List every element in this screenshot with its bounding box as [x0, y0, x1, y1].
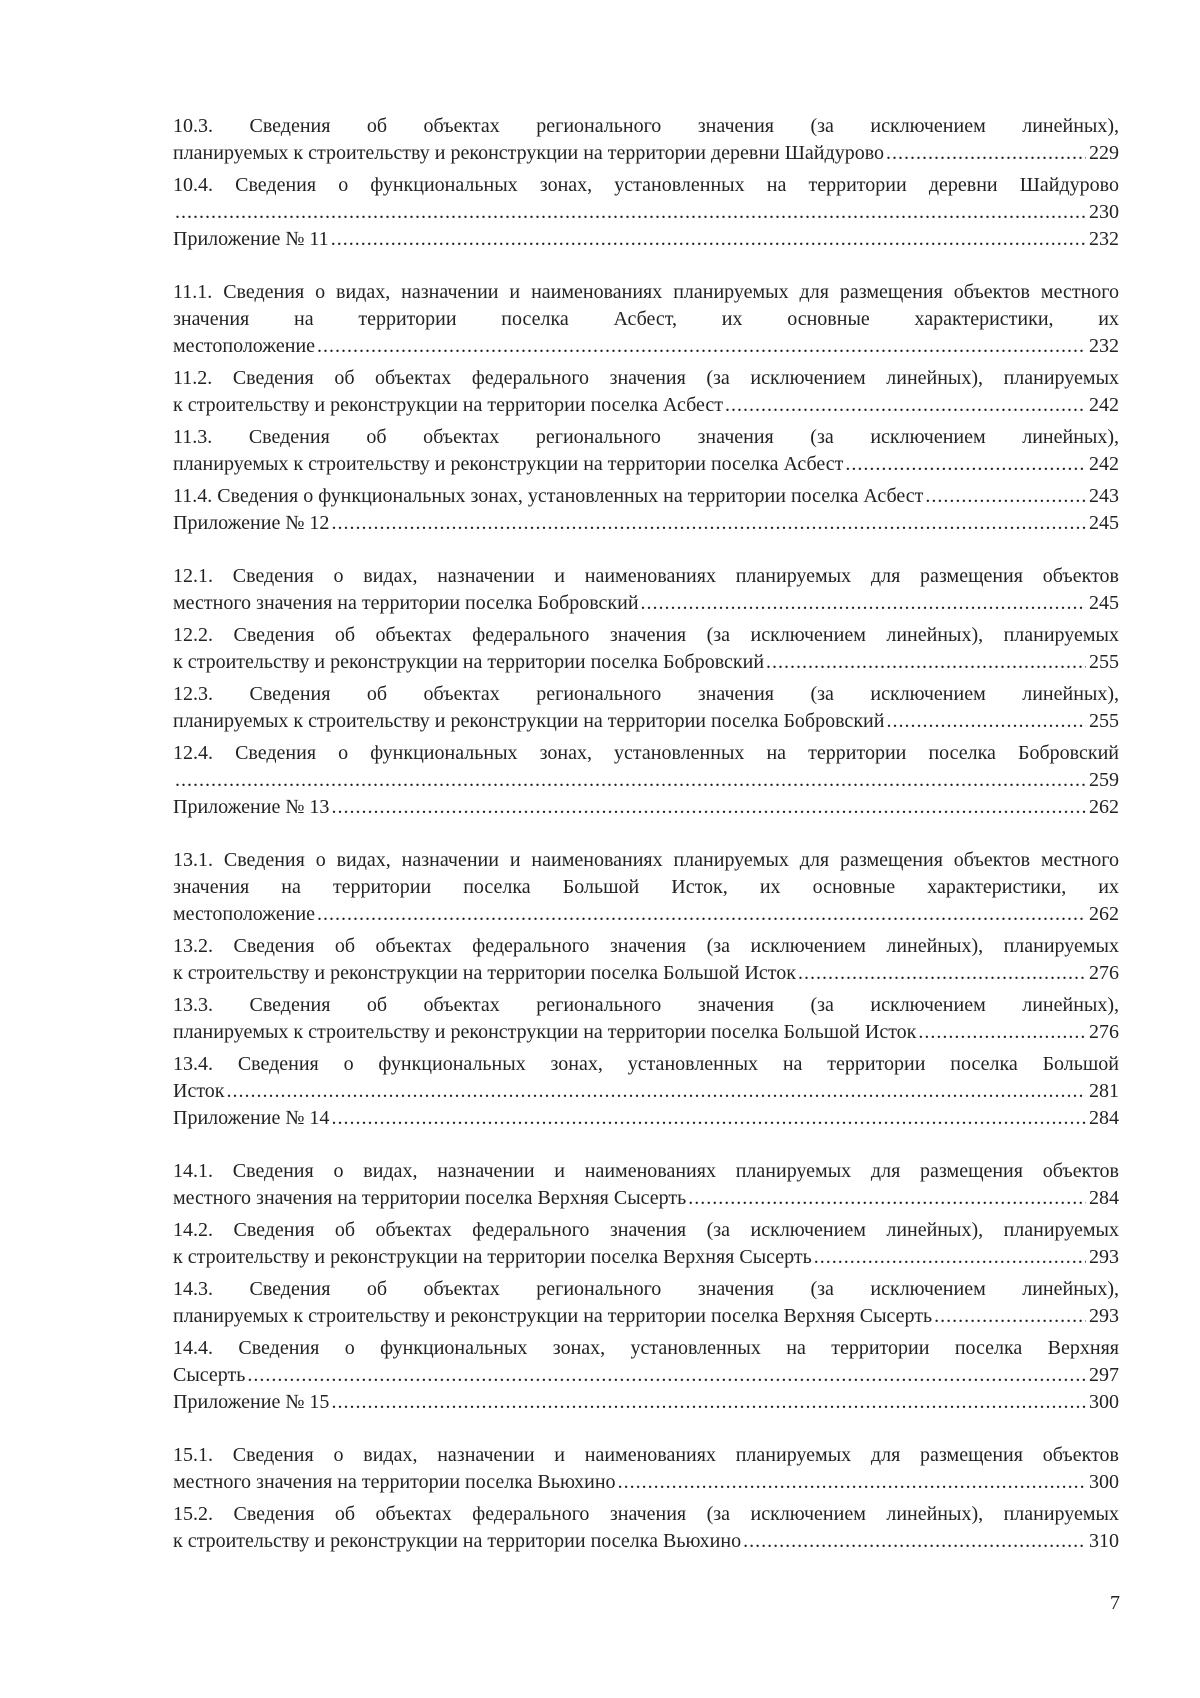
toc-page-number: 255	[1089, 710, 1119, 732]
dot-leader	[331, 226, 1086, 253]
toc-page-number: 230	[1089, 201, 1119, 223]
toc-entry-text-end: планируемых к строительству и реконструкции на территории поселка Большой Исток	[173, 1021, 917, 1043]
toc-page-number: 242	[1089, 453, 1119, 475]
toc-entry-text-end: местного значения на территории поселка Вьюхино	[173, 1471, 616, 1493]
toc-page-number: 297	[1089, 1364, 1119, 1386]
toc-entry[interactable]	[173, 1335, 1119, 1389]
table-of-contents	[173, 113, 1119, 1560]
toc-entry[interactable]	[173, 172, 1119, 226]
toc-page-number: 276	[1089, 962, 1119, 984]
toc-appendix-entry[interactable]	[173, 1389, 1119, 1416]
toc-page-number: 310	[1089, 1530, 1119, 1552]
toc-entry-text-end: Приложение № 13	[173, 796, 330, 818]
dot-leader	[175, 767, 1086, 794]
toc-appendix-entry[interactable]	[173, 510, 1119, 537]
dot-leader	[641, 590, 1086, 617]
page-footer-number: 7	[1110, 1592, 1120, 1614]
dot-leader	[766, 649, 1086, 676]
toc-entry-text-end: 11.4. Сведения о функциональных зонах, установленных на территории поселка Асбест	[173, 485, 924, 507]
toc-page-number: 242	[1089, 394, 1119, 416]
toc-page-number: 293	[1089, 1246, 1119, 1268]
dot-leader	[814, 1244, 1086, 1271]
toc-entry-text-end: Приложение № 11	[173, 228, 329, 250]
toc-entry-text: 13.3. Сведения об объектах регионального значения (за исключением линейных),	[173, 994, 1119, 1016]
toc-entry-text: 12.4. Сведения о функциональных зонах, установленных на территории поселка Бобровский	[173, 742, 1119, 764]
toc-entry-text-end: Сысерть	[173, 1364, 246, 1386]
toc-page-number: 281	[1089, 1080, 1119, 1102]
dot-leader	[317, 901, 1086, 928]
dot-leader	[845, 451, 1086, 478]
toc-page-number: 243	[1089, 485, 1119, 507]
toc-appendix-entry[interactable]	[173, 226, 1119, 253]
toc-entry-text-end: Приложение № 14	[173, 1107, 330, 1129]
toc-entry-text: 13.4. Сведения о функциональных зонах, установленных на территории поселка Большой	[173, 1053, 1119, 1075]
toc-entry[interactable]	[173, 563, 1119, 617]
toc-entry[interactable]	[173, 847, 1119, 928]
toc-entry-text: 13.2. Сведения об объектах федерального значения (за исключением линейных), планируемых	[173, 935, 1119, 957]
toc-entry-text: 12.3. Сведения об объектах регионального значения (за исключением линейных),	[173, 683, 1119, 705]
toc-page-number: 300	[1089, 1471, 1119, 1493]
dot-leader	[317, 333, 1086, 360]
toc-entry-text-end: планируемых к строительству и реконструкции на территории поселка Асбест	[173, 453, 844, 475]
toc-entry-text-end: к строительству и реконструкции на территории поселка Асбест	[173, 394, 724, 416]
toc-entry-text: 12.2. Сведения об объектах федерального значения (за исключением линейных), планируемых	[173, 624, 1119, 646]
toc-entry-text-end: Исток	[173, 1080, 225, 1102]
toc-page-number: 293	[1089, 1305, 1119, 1327]
toc-entry[interactable]	[173, 622, 1119, 676]
toc-entry-text: 14.4. Сведения о функциональных зонах, установленных на территории поселка Верхняя	[173, 1337, 1119, 1359]
toc-entry[interactable]	[173, 992, 1119, 1046]
toc-entry-text: 14.1. Сведения о видах, назначении и наименованиях планируемых для размещения объектов	[173, 1160, 1119, 1182]
toc-page-number: 276	[1089, 1021, 1119, 1043]
toc-page-number: 232	[1089, 335, 1119, 357]
toc-entry-text: 10.4. Сведения о функциональных зонах, установленных на территории деревни Шайдурово	[173, 174, 1119, 196]
toc-page-number: 245	[1089, 512, 1119, 534]
toc-entry-text: 14.2. Сведения об объектах федерального значения (за исключением линейных), планируемых	[173, 1219, 1119, 1241]
toc-entry-text: 11.2. Сведения об объектах федерального значения (за исключением линейных), планируемых	[173, 367, 1119, 389]
toc-entry-text: 10.3. Сведения об объектах регионального значения (за исключением линейных),	[173, 115, 1119, 137]
toc-page-number: 300	[1089, 1391, 1119, 1413]
toc-entry-text-end: планируемых к строительству и реконструкции на территории деревни Шайдурово	[173, 142, 884, 164]
dot-leader	[227, 1078, 1086, 1105]
toc-entry-text: 13.1. Сведения о видах, назначении и наименованиях планируемых для размещения объектов местного значения на территории поселка Большой Исток, их основные характеристики, их	[173, 849, 1119, 898]
dot-leader	[886, 708, 1086, 735]
toc-entry[interactable]	[173, 424, 1119, 478]
dot-leader	[925, 483, 1086, 510]
toc-page-number: 255	[1089, 651, 1119, 673]
toc-entry-text-end: планируемых к строительству и реконструкции на территории поселка Бобровский	[173, 710, 885, 732]
toc-entry[interactable]	[173, 681, 1119, 735]
toc-page-number: 232	[1089, 228, 1119, 250]
dot-leader	[618, 1469, 1086, 1496]
dot-leader	[934, 1303, 1086, 1330]
toc-entry-text-end: местоположение	[173, 903, 316, 925]
toc-entry[interactable]	[173, 933, 1119, 987]
toc-entry[interactable]	[173, 483, 1119, 510]
toc-entry[interactable]	[173, 279, 1119, 360]
toc-entry[interactable]	[173, 1276, 1119, 1330]
dot-leader	[918, 1019, 1086, 1046]
toc-entry-text-end: к строительству и реконструкции на территории поселка Верхняя Сысерть	[173, 1246, 812, 1268]
toc-page-number: 284	[1089, 1187, 1119, 1209]
toc-entry-text: 12.1. Сведения о видах, назначении и наименованиях планируемых для размещения объектов	[173, 565, 1119, 587]
toc-entry[interactable]	[173, 365, 1119, 419]
toc-entry-text-end: местного значения на территории поселка Верхняя Сысерть	[173, 1187, 687, 1209]
toc-page-number: 262	[1089, 796, 1119, 818]
dot-leader	[725, 392, 1086, 419]
toc-entry[interactable]	[173, 1501, 1119, 1555]
toc-entry-text-end: планируемых к строительству и реконструкции на территории поселка Верхняя Сысерть	[173, 1305, 933, 1327]
toc-entry-text-end: к строительству и реконструкции на территории поселка Большой Исток	[173, 962, 796, 984]
toc-entry-text-end: к строительству и реконструкции на территории поселка Вьюхино	[173, 1530, 742, 1552]
toc-page-number: 262	[1089, 903, 1119, 925]
toc-appendix-entry[interactable]	[173, 1105, 1119, 1132]
toc-entry-text: 15.1. Сведения о видах, назначении и наименованиях планируемых для размещения объектов	[173, 1444, 1119, 1466]
toc-entry[interactable]	[173, 740, 1119, 794]
toc-entry[interactable]	[173, 1442, 1119, 1496]
toc-entry-text-end: к строительству и реконструкции на территории поселка Бобровский	[173, 651, 765, 673]
dot-leader	[247, 1362, 1086, 1389]
toc-entry[interactable]	[173, 113, 1119, 167]
toc-page-number: 284	[1089, 1107, 1119, 1129]
toc-entry[interactable]	[173, 1158, 1119, 1212]
toc-entry[interactable]	[173, 1217, 1119, 1271]
dot-leader	[331, 794, 1086, 821]
dot-leader	[331, 1389, 1086, 1416]
dot-leader	[743, 1528, 1086, 1555]
dot-leader	[688, 1185, 1086, 1212]
toc-entry-text: 11.1. Сведения о видах, назначении и наименованиях планируемых для размещения объектов местного значения на территории поселка Асбест, их основные характеристики, их	[173, 281, 1119, 330]
toc-entry-text-end: местного значения на территории поселка Бобровский	[173, 592, 639, 614]
dot-leader	[331, 1105, 1086, 1132]
toc-entry-text: 15.2. Сведения об объектах федерального значения (за исключением линейных), планируемых	[173, 1503, 1119, 1525]
toc-entry[interactable]	[173, 1051, 1119, 1105]
toc-page-number: 229	[1089, 142, 1119, 164]
toc-entry-text-end: Приложение № 15	[173, 1391, 330, 1413]
toc-entry-text: 11.3. Сведения об объектах регионального значения (за исключением линейных),	[173, 426, 1119, 448]
toc-entry-text-end: Приложение № 12	[173, 512, 330, 534]
toc-entry-text: 14.3. Сведения об объектах регионального значения (за исключением линейных),	[173, 1278, 1119, 1300]
dot-leader	[886, 140, 1086, 167]
toc-page-number: 259	[1089, 769, 1119, 791]
toc-appendix-entry[interactable]	[173, 794, 1119, 821]
toc-entry-text-end: местоположение	[173, 335, 316, 357]
toc-page-number: 245	[1089, 592, 1119, 614]
dot-leader	[798, 960, 1086, 987]
dot-leader	[175, 199, 1086, 226]
dot-leader	[331, 510, 1086, 537]
